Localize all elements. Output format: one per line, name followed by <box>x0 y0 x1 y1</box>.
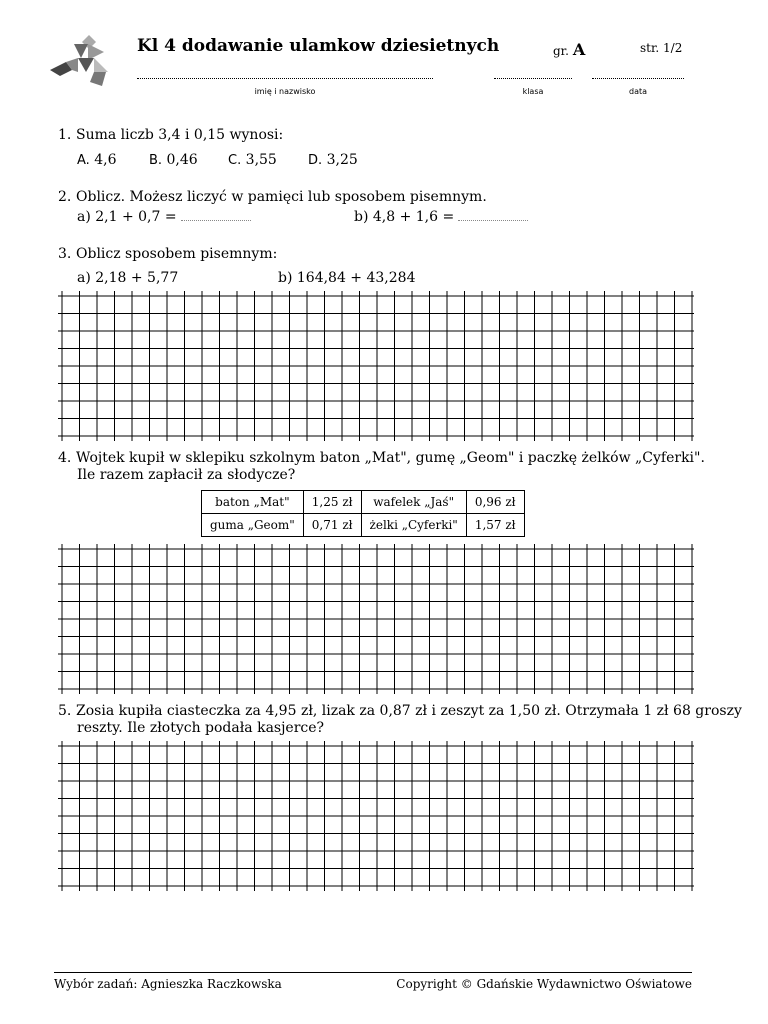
footer-copyright: Copyright © Gdańskie Wydawnictwo Oświatowe <box>396 977 692 991</box>
table-cell: 1,57 zł <box>466 514 524 537</box>
task-5-text: Zosia kupiła ciasteczka za 4,95 zł, lizak za 0,87 zł i zeszyt za 1,50 zł. Otrzymała 1 zł 68 groszy <box>76 703 742 719</box>
class-field-label: klasa <box>522 87 544 96</box>
task-4-question-line2: Ile razem zapłacił za słodycze? <box>77 467 296 483</box>
task-5-question-line2: reszty. Ile złotych podała kasjerce? <box>77 720 325 736</box>
task-5-number: 5. <box>58 703 72 719</box>
option-value: 4,6 <box>94 152 117 168</box>
option-letter: A. <box>77 153 90 168</box>
task-4-number: 4. <box>58 450 72 466</box>
task-2-part-b-text: b) 4,8 + 1,6 = <box>354 209 455 225</box>
task-3-text: Oblicz sposobem pisemnym: <box>76 246 278 262</box>
task-1-text: Suma liczb 3,4 i 0,15 wynosi: <box>76 127 284 143</box>
table-cell: guma „Geom" <box>202 514 304 537</box>
footer-divider <box>54 972 692 973</box>
option-value: 0,46 <box>166 152 198 168</box>
group-letter: A <box>572 40 586 59</box>
date-field-label: data <box>628 87 648 96</box>
table-cell: baton „Mat" <box>202 491 304 514</box>
name-field-label: imię i nazwisko <box>254 87 316 96</box>
option-letter: C. <box>228 153 242 168</box>
option-value: 3,25 <box>326 152 358 168</box>
task-1-number: 1. <box>58 127 72 143</box>
task-2-text: Oblicz. Możesz liczyć w pamięci lub sposobem pisemnym. <box>76 189 487 205</box>
task-3-number: 3. <box>58 246 72 262</box>
footer-author: Wybór zadań: Agnieszka Raczkowska <box>54 977 282 991</box>
option-letter: D. <box>308 153 323 168</box>
worksheet-title: Kl 4 dodawanie ulamkow dziesietnych <box>137 36 500 56</box>
page-number: str. 1/2 <box>640 41 683 55</box>
group-prefix: gr. <box>553 44 569 58</box>
table-cell: 0,96 zł <box>466 491 524 514</box>
task-2-number: 2. <box>58 189 72 205</box>
task-4-text: Wojtek kupił w sklepiku szkolnym baton „Mat", gumę „Geom" i paczkę żelków „Cyferki". <box>76 450 705 466</box>
task-3-part-a: a) 2,18 + 5,77 <box>77 270 179 286</box>
table-cell: żelki „Cyferki" <box>361 514 466 537</box>
task-3-part-b: b) 164,84 + 43,284 <box>278 270 416 286</box>
table-cell: 1,25 zł <box>303 491 361 514</box>
task-2-part-a-text: a) 2,1 + 0,7 = <box>77 209 177 225</box>
option-letter: B. <box>149 153 163 168</box>
table-cell: 0,71 zł <box>303 514 361 537</box>
option-value: 3,55 <box>245 152 277 168</box>
table-cell: wafelek „Jaś" <box>361 491 466 514</box>
